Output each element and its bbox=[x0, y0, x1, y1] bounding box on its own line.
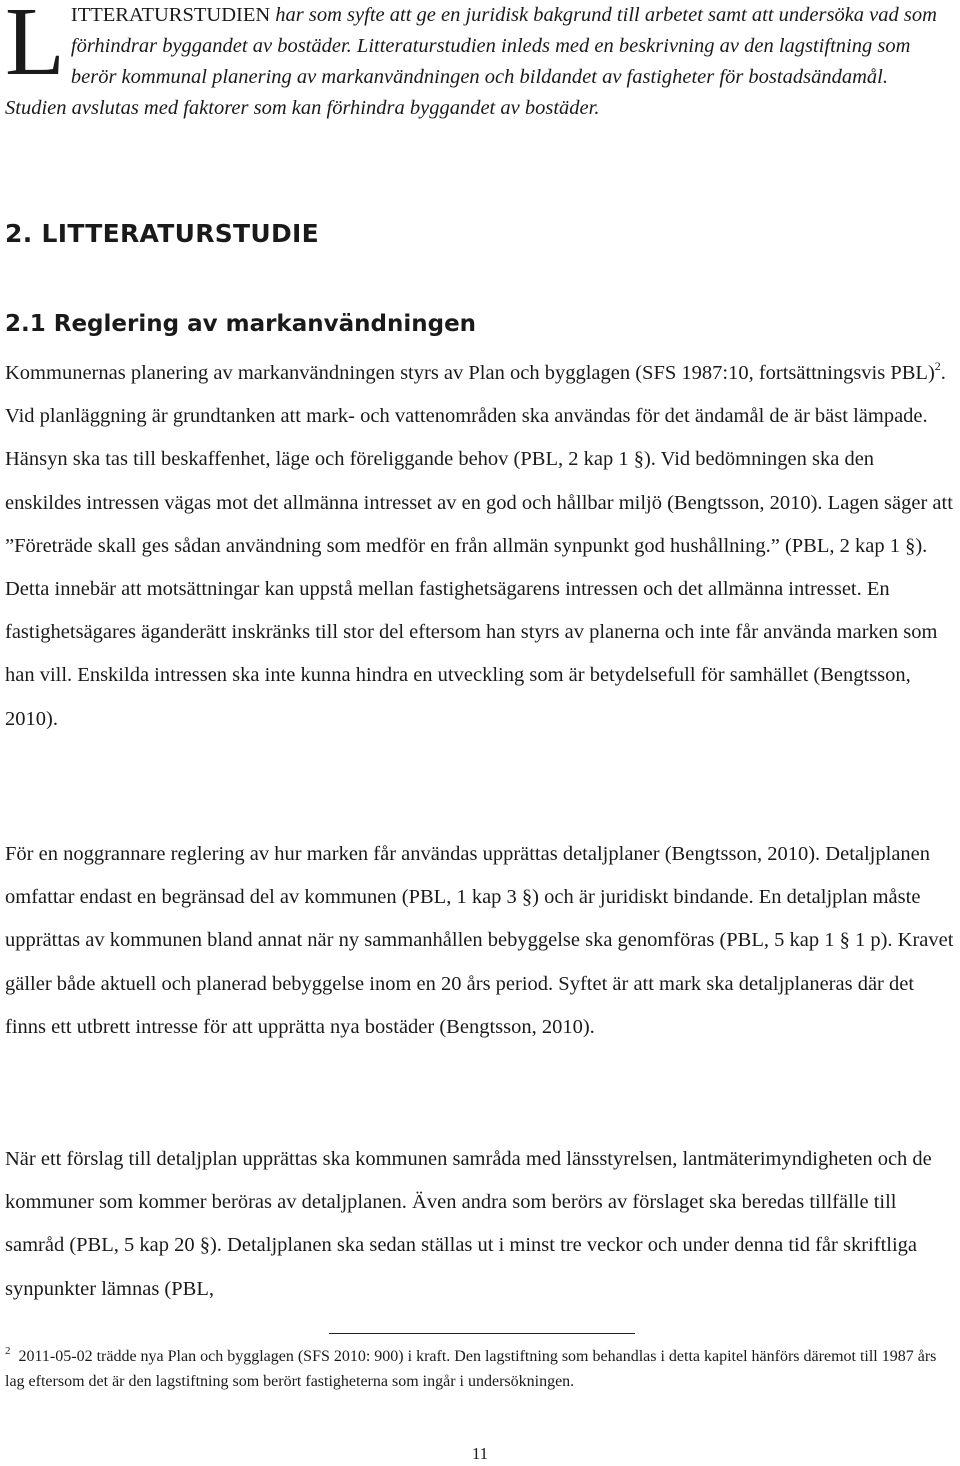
intro-text: har som syfte att ge en juridisk bakgrund till arbetet samt att undersöka vad som förhindrar byggandet av bostäder. Litteraturstudien inleds med en beskrivning av den lagstiftning som berör kommunal planering av markanvändningen och bildandet av fastigheter för bostadsändamål. Studien avslutas med faktorer som kan förhindra byggandet av bostäder. bbox=[5, 4, 937, 119]
paragraph-1-text-b: . Vid planläggning är grundtanken att mark- och vattenområden ska användas för det ändamål de är bäst lämpade. Hänsyn ska tas till beskaffenhet, läge och föreliggande behov (PBL, 2 kap 1 §). Vid bedömningen ska den enskildes intressen vägas mot det allmänna intresset av en god och hållbar miljö (Bengtsson, 2010). Lagen säger att ”Företräde skall ges sådan användning som medför en från allmän synpunkt god hushållning.” (PBL, 2 kap 1 §). Detta innebär att motsättningar kan uppstå mellan fastighetsägarens intressen och det allmänna intresset. En fastighetsägares äganderätt inskränks till stor del eftersom han styrs av planerna och inte får använda marken som han vill. Enskilda intressen ska inte kunna hindra en utveckling som är betydelsefull för samhället (Bengtsson, 2010). bbox=[5, 362, 953, 730]
footnote-reference: 2 bbox=[934, 359, 941, 373]
paragraph-2 bbox=[5, 833, 955, 1049]
footnote-divider bbox=[329, 1333, 635, 1334]
paragraph-1 bbox=[5, 352, 955, 741]
subsection-heading: 2.1 Reglering av markanvändningen bbox=[5, 311, 477, 337]
footnote-marker: 2 bbox=[5, 1345, 11, 1357]
footnote-text: 2011-05-02 trädde nya Plan och bygglagen (SFS 2010: 900) i kraft. Den lagstiftning som behandlas i detta kapitel hänförs däremot till 1987 års lag eftersom det är den lagstiftning som berört fastigheterna som ingår i undersökningen. bbox=[5, 1348, 937, 1390]
paragraph-3-text: När ett förslag till detaljplan upprättas ska kommunen samråda med länsstyrelsen, lantmäterimyndigheten och de kommuner som kommer beröras av detaljplanen. Även andra som berörs av förslaget ska beredas tillfälle till samråd (PBL, 5 kap 20 §). Detaljplanen ska sedan ställas ut i minst tre veckor och under denna tid får skriftliga synpunkter lämnas (PBL, bbox=[5, 1148, 932, 1300]
paragraph-1-text-a: Kommunernas planering av markanvändningen styrs av Plan och bygglagen (SFS 1987:10, fortsättningsvis PBL) bbox=[5, 362, 935, 384]
page-number: 11 bbox=[471, 1444, 489, 1463]
footnote bbox=[5, 1344, 955, 1394]
drop-cap: L bbox=[5, 0, 65, 96]
paragraph-3 bbox=[5, 1138, 955, 1311]
intro-caps-word: ITTERATURSTUDIEN bbox=[70, 4, 271, 26]
section-heading: 2. LITTERATURSTUDIE bbox=[5, 219, 320, 248]
paragraph-2-text: För en noggrannare reglering av hur marken får användas upprättas detaljplaner (Bengtsson, 2010). Detaljplanen omfattar endast en begränsad del av kommunen (PBL, 1 kap 3 §) och är juridiskt bindande. En detaljplan måste upprättas av kommunen bland annat när ny sammanhållen bebyggelse ska genomföras (PBL, 5 kap 1 § 1 p). Kravet gäller både aktuell och planerad bebyggelse inom en 20 års period. Syftet är att mark ska detaljplaneras där det finns ett utbrett intresse för att upprätta nya bostäder (Bengtsson, 2010). bbox=[5, 843, 954, 1038]
intro-paragraph bbox=[5, 0, 953, 124]
